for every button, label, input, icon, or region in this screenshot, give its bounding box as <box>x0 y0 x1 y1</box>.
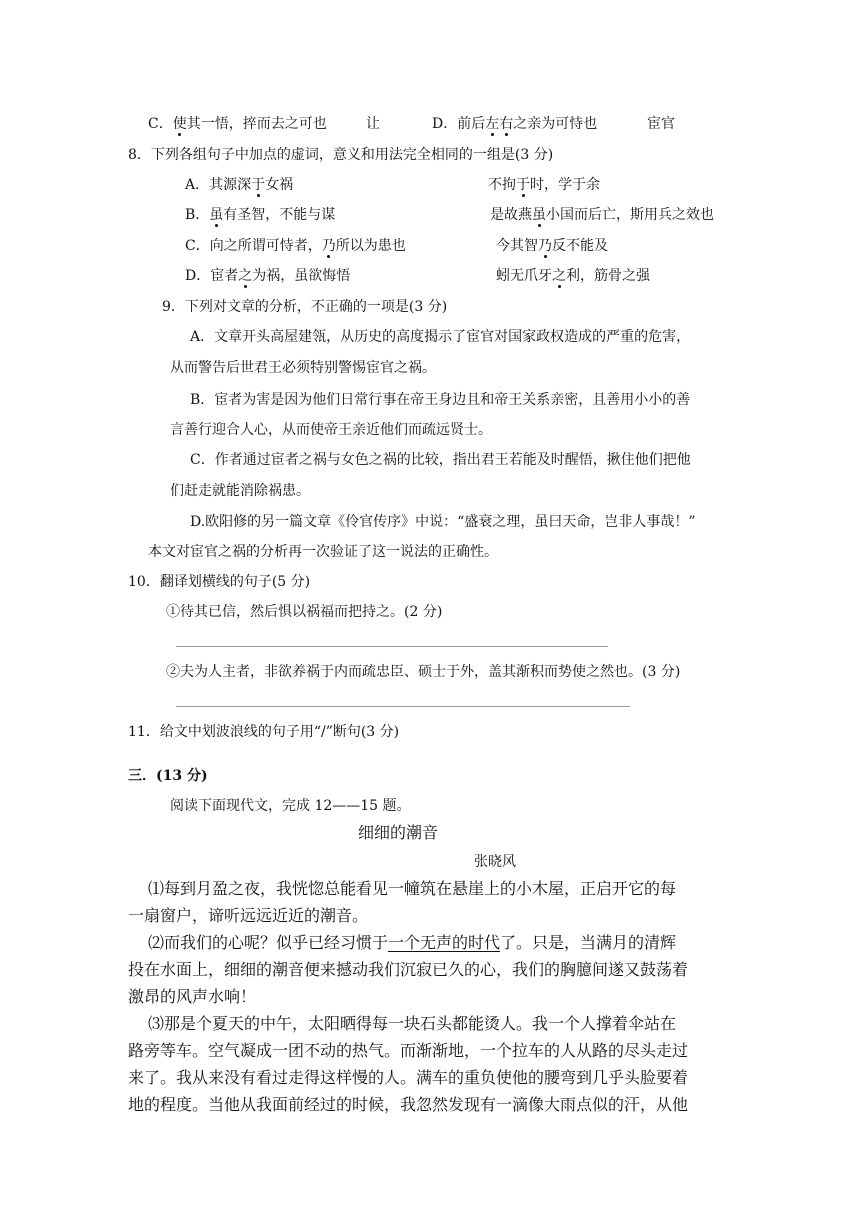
q9-option-d-line1: D.欧阳修的另一篇文章《伶官传序》中说：“盛衰之理，虽曰天命，岂非人事哉！” <box>190 514 696 530</box>
paragraph-2-line-2: 投在水面上，细细的潮音便来撼动我们沉寂已久的心，我们的胸臆间遂又鼓荡着 <box>128 960 689 979</box>
q11-stem: 11．给文中划波浪线的句子用“/”断句(3 分) <box>128 724 400 740</box>
q9-option-a-line1: A．文章开头高屋建瓴，从历史的高度揭示了宦官对国家政权造成的严重的危害， <box>190 329 691 345</box>
paragraph-3-line-4: 地的程度。当他从我面前经过的时候，我忽然发现有一滴像大雨点似的汗，从他 <box>128 1095 689 1114</box>
q10-sentence-2: ②夫为人主者，非欲养祸于内而疏忠臣、硕士于外，盖其渐积而势使之然也。(3 分) <box>166 664 681 680</box>
q9-stem: 9．下列对文章的分析，不正确的一项是(3 分) <box>162 299 448 315</box>
q8-stem: 8．下列各组句子中加点的虚词，意义和用法完全相同的一组是(3 分) <box>128 147 554 163</box>
q8-option-c-right: 今其智乃反不能及 <box>496 238 608 254</box>
section-instruction: 阅读下面现代文，完成 12——15 题。 <box>170 798 411 814</box>
q8-option-c-left: C．向之所谓可恃者，乃所以为患也 <box>185 238 406 254</box>
q9-option-c-line1: C．作者通过宦者之祸与女色之祸的比较，指出君王若能及时醒悟，揪住他们把他 <box>190 452 691 468</box>
q9-option-b-line2: 言善行迎合人心，从而使帝王亲近他们而疏远贤士。 <box>170 422 492 438</box>
paragraph-1-line-1: ⑴每到月盈之夜，我恍惚总能看见一幢筑在悬崖上的小木屋，正启开它的每 <box>148 879 677 898</box>
q9-option-a-line2: 从而警告后世君王必须特别警惕宦官之祸。 <box>170 360 436 376</box>
paragraph-3-line-3: 来了。我从来没有看过走得这样慢的人。满车的重负使他的腰弯到几乎头脸要着 <box>128 1068 689 1087</box>
underlined-phrase: 一个无声的时代 <box>388 933 501 952</box>
q10-stem: 10．翻译划横线的句子(5 分) <box>128 574 311 590</box>
paragraph-3-line-1: ⑶那是个夏天的中午，太阳晒得每一块石头都能烫人。我一个人撑着伞站在 <box>148 1014 677 1033</box>
q8-option-b-right: 是故燕虽小国而后亡，斯用兵之效也 <box>490 207 714 223</box>
q8-option-a-right: 不拘于时，学于余 <box>488 177 600 193</box>
q7-option-c: C．使其一悟，捽而去之可也 <box>148 116 327 132</box>
q8-option-b-left: B．虽有圣智，不能与谋 <box>185 207 336 223</box>
section-heading: 三．(13 分) <box>128 768 208 784</box>
article-author: 张晓风 <box>474 854 516 870</box>
q10-answer-line-1[interactable] <box>176 646 608 647</box>
q8-option-a-left: A．其源深于女祸 <box>185 177 294 193</box>
paragraph-2-line-1: ⑵而我们的心呢？似乎已经习惯于一个无声的时代了。只是，当满月的清辉 <box>148 933 677 952</box>
article-title: 细细的潮音 <box>358 823 439 842</box>
q7-option-c-answer: 让 <box>366 116 380 132</box>
q10-sentence-1: ①待其已信，然后惧以祸福而把持之。(2 分) <box>166 604 443 620</box>
q8-option-d-left: D．宦者之为祸，虽欲悔悟 <box>185 268 351 284</box>
q7-option-d: D．前后左右之亲为可恃也 <box>432 116 598 132</box>
q9-option-c-line2: 们赶走就能消除祸患。 <box>170 483 310 499</box>
paragraph-3-line-2: 路旁等车。空气凝成一团不动的热气。而渐渐地，一个拉车的人从路的尽头走过 <box>128 1041 689 1060</box>
q7-option-d-answer: 宦官 <box>647 116 675 132</box>
q9-option-d-line2: 本文对宦官之祸的分析再一次验证了这一说法的正确性。 <box>148 544 498 560</box>
paragraph-2-line-3: 激昂的风声水响！ <box>128 987 257 1006</box>
paragraph-1-line-2: 一扇窗户，谛听远远近近的潮音。 <box>128 906 369 925</box>
q8-option-d-right: 蚓无爪牙之利，筋骨之强 <box>496 268 650 284</box>
q10-answer-line-2[interactable] <box>176 706 630 707</box>
q9-option-b-line1: B．宦者为害是因为他们日常行事在帝王身边且和帝王关系亲密，且善用小小的善 <box>190 392 691 408</box>
